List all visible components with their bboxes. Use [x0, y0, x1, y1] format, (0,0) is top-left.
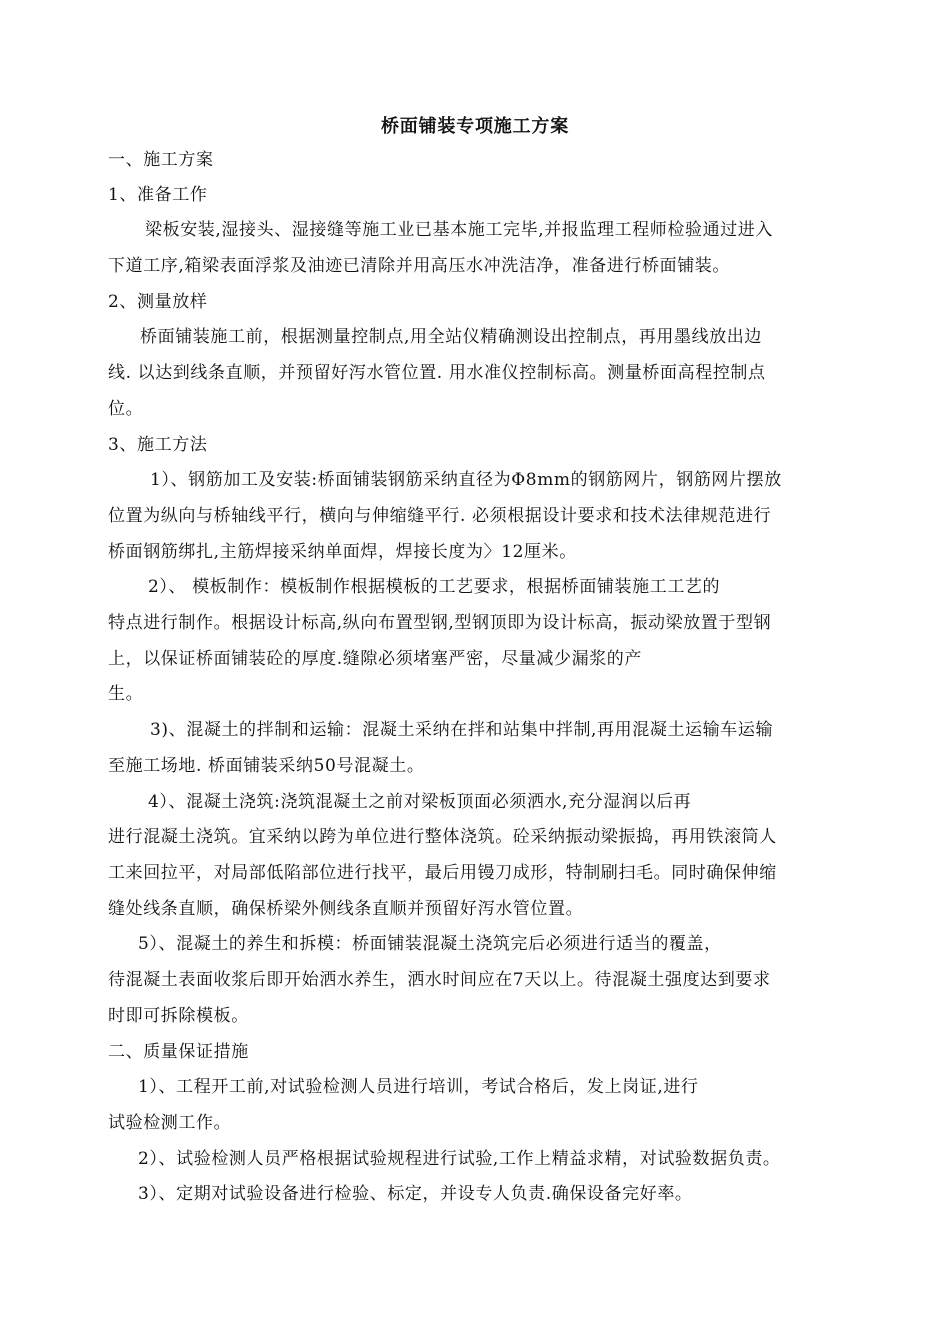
paragraph-line: 上，以保证桥面铺装砼的厚度.缝隙必须堵塞严密，尽量减少漏浆的产 — [108, 649, 643, 669]
paragraph-line: 缝处线条直顺，确保桥梁外侧线条直顺并预留好泻水管位置。 — [108, 899, 584, 919]
paragraph-line: 梁板安装,湿接头、湿接缝等施工业已基本施工完毕,并报监理工程师检验通过进入 — [145, 220, 774, 240]
paragraph-line: 位置为纵向与桥轴线平行，横向与伸缩缝平行. 必须根据设计要求和技术法律规范进行 — [108, 506, 772, 526]
paragraph-line: 1）、钢筋加工及安装:桥面铺装钢筋采纳直径为Φ8mm的钢筋网片，钢筋网片摆放 — [150, 470, 782, 490]
paragraph-line: 5）、混凝土的养生和拆模：桥面铺装混凝土浇筑完后必须进行适当的覆盖， — [138, 934, 722, 954]
paragraph-line: 试验检测工作。 — [108, 1113, 232, 1133]
subsection-heading: 3、施工方法 — [108, 435, 208, 455]
paragraph-line: 工来回拉平，对局部低陷部位进行找平，最后用镘刀成形，特制刷扫毛。同时确保伸缩 — [108, 863, 777, 883]
paragraph-line: 时即可拆除模板。 — [108, 1006, 249, 1026]
paragraph-line: 下道工序,箱梁表面浮浆及油迹已清除并用高压水冲洗洁净，准备进行桥面铺装。 — [108, 256, 731, 276]
paragraph-line: 1）、工程开工前,对试验检测人员进行培训，考试合格后，发上岗证,进行 — [138, 1077, 699, 1097]
paragraph-line: 位。 — [108, 399, 144, 419]
paragraph-line: 生。 — [108, 684, 144, 704]
paragraph-line: 桥面铺装施工前，根据测量控制点,用全站仪精确测设出控制点，再用墨线放出边 — [140, 327, 763, 347]
paragraph-line: 2）、 模板制作：模板制作根据模板的工艺要求，根据桥面铺装施工工艺的 — [148, 577, 721, 597]
paragraph-line: 线. 以达到线条直顺，并预留好泻水管位置. 用水准仪控制标高。测量桥面高程控制点 — [108, 363, 766, 383]
paragraph-line: 待混凝土表面收浆后即开始洒水养生，洒水时间应在7天以上。待混凝土强度达到要求 — [108, 970, 771, 990]
paragraph-line: 3)、混凝土的拌制和运输：混凝土采纳在拌和站集中拌制,再用混凝土运输车运输 — [150, 720, 774, 740]
paragraph-line: 特点进行制作。根据设计标高,纵向布置型钢,型钢顶即为设计标高，振动梁放置于型钢 — [108, 613, 772, 633]
subsection-heading: 2、测量放样 — [108, 292, 208, 312]
paragraph-line: 桥面钢筋绑扎,主筋焊接采纳单面焊，焊接长度为〉12厘米。 — [108, 542, 577, 562]
section-heading: 二、质量保证措施 — [108, 1042, 249, 1062]
paragraph-line: 4）、混凝土浇筑:浇筑混凝土之前对梁板顶面必须洒水,充分湿润以后再 — [148, 792, 692, 812]
paragraph-line: 至施工场地. 桥面铺装采纳50号混凝土。 — [108, 756, 425, 776]
document-title: 桥面铺装专项施工方案 — [381, 116, 569, 137]
paragraph-line: 2）、试验检测人员严格根据试验规程进行试验,工作上精益求精，对试验数据负责。 — [138, 1149, 781, 1169]
section-heading: 一、施工方案 — [108, 150, 214, 170]
subsection-heading: 1、准备工作 — [108, 185, 208, 205]
paragraph-line: 3）、定期对试验设备进行检验、标定，并设专人负责.确保设备完好率。 — [138, 1184, 693, 1204]
paragraph-line: 进行混凝土浇筑。宜采纳以跨为单位进行整体浇筑。砼采纳振动梁振捣，再用铁滚筒人 — [108, 827, 777, 847]
